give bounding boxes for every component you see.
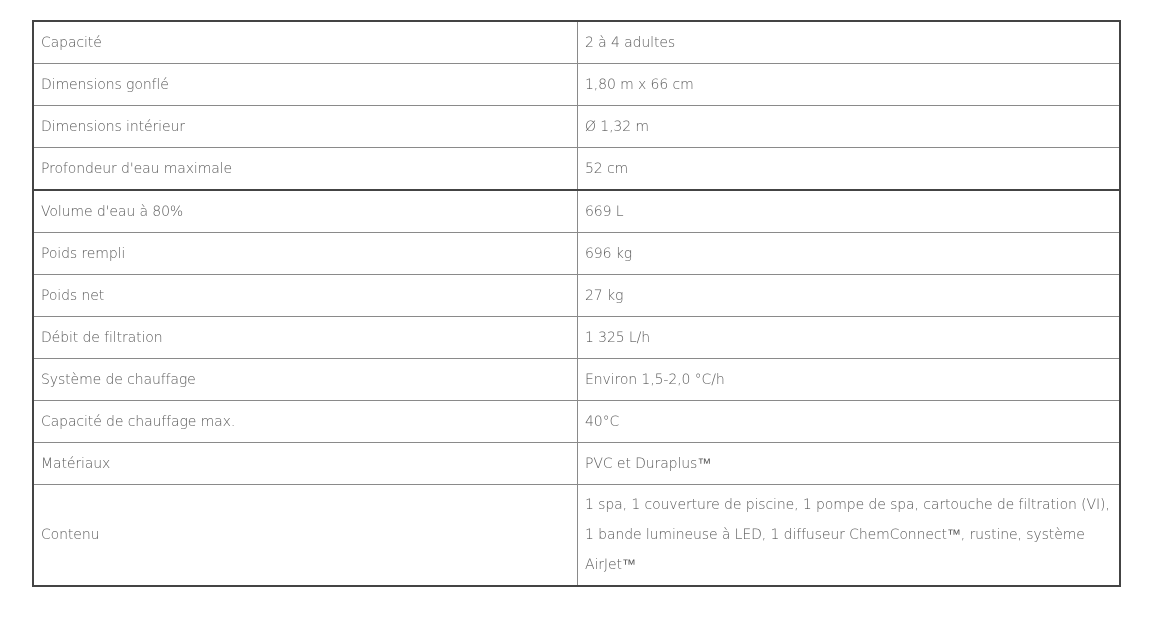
table-row <box>33 233 1120 275</box>
spec-label: Profondeur d'eau maximale <box>33 148 578 191</box>
spec-label: Capacité de chauffage max. <box>33 401 578 443</box>
spec-value: 1 spa, 1 couverture de piscine, 1 pompe de spa, cartouche de filtration (VI), 1 bande lumineuse à LED, 1 diffuseur ChemConnect™, rustine, système AirJet™ <box>578 485 1121 587</box>
table-row <box>33 359 1120 401</box>
spec-value: 2 à 4 adultes <box>578 21 1121 64</box>
spec-label: Capacité <box>33 21 578 64</box>
table-row <box>33 317 1120 359</box>
table-row <box>33 485 1120 587</box>
spec-value: Environ 1,5-2,0 °C/h <box>578 359 1121 401</box>
spec-value: 696 kg <box>578 233 1121 275</box>
spec-value: Ø 1,32 m <box>578 106 1121 148</box>
spec-label: Système de chauffage <box>33 359 578 401</box>
table-row <box>33 443 1120 485</box>
spec-label: Dimensions intérieur <box>33 106 578 148</box>
spec-label: Volume d'eau à 80% <box>33 190 578 233</box>
spec-label: Contenu <box>33 485 578 587</box>
table-row <box>33 64 1120 106</box>
table-row <box>33 21 1120 64</box>
spec-value: 669 L <box>578 190 1121 233</box>
spec-value: 1,80 m x 66 cm <box>578 64 1121 106</box>
specifications-table <box>32 20 1121 587</box>
spec-label: Poids rempli <box>33 233 578 275</box>
table-row <box>33 106 1120 148</box>
spec-label: Poids net <box>33 275 578 317</box>
spec-value: 27 kg <box>578 275 1121 317</box>
table-row <box>33 275 1120 317</box>
spec-value: 1 325 L/h <box>578 317 1121 359</box>
table-row <box>33 190 1120 233</box>
spec-label: Matériaux <box>33 443 578 485</box>
table-row <box>33 148 1120 191</box>
spec-label: Dimensions gonflé <box>33 64 578 106</box>
spec-value: PVC et Duraplus™ <box>578 443 1121 485</box>
spec-label: Débit de filtration <box>33 317 578 359</box>
spec-value: 40°C <box>578 401 1121 443</box>
spec-value: 52 cm <box>578 148 1121 191</box>
table-row <box>33 401 1120 443</box>
